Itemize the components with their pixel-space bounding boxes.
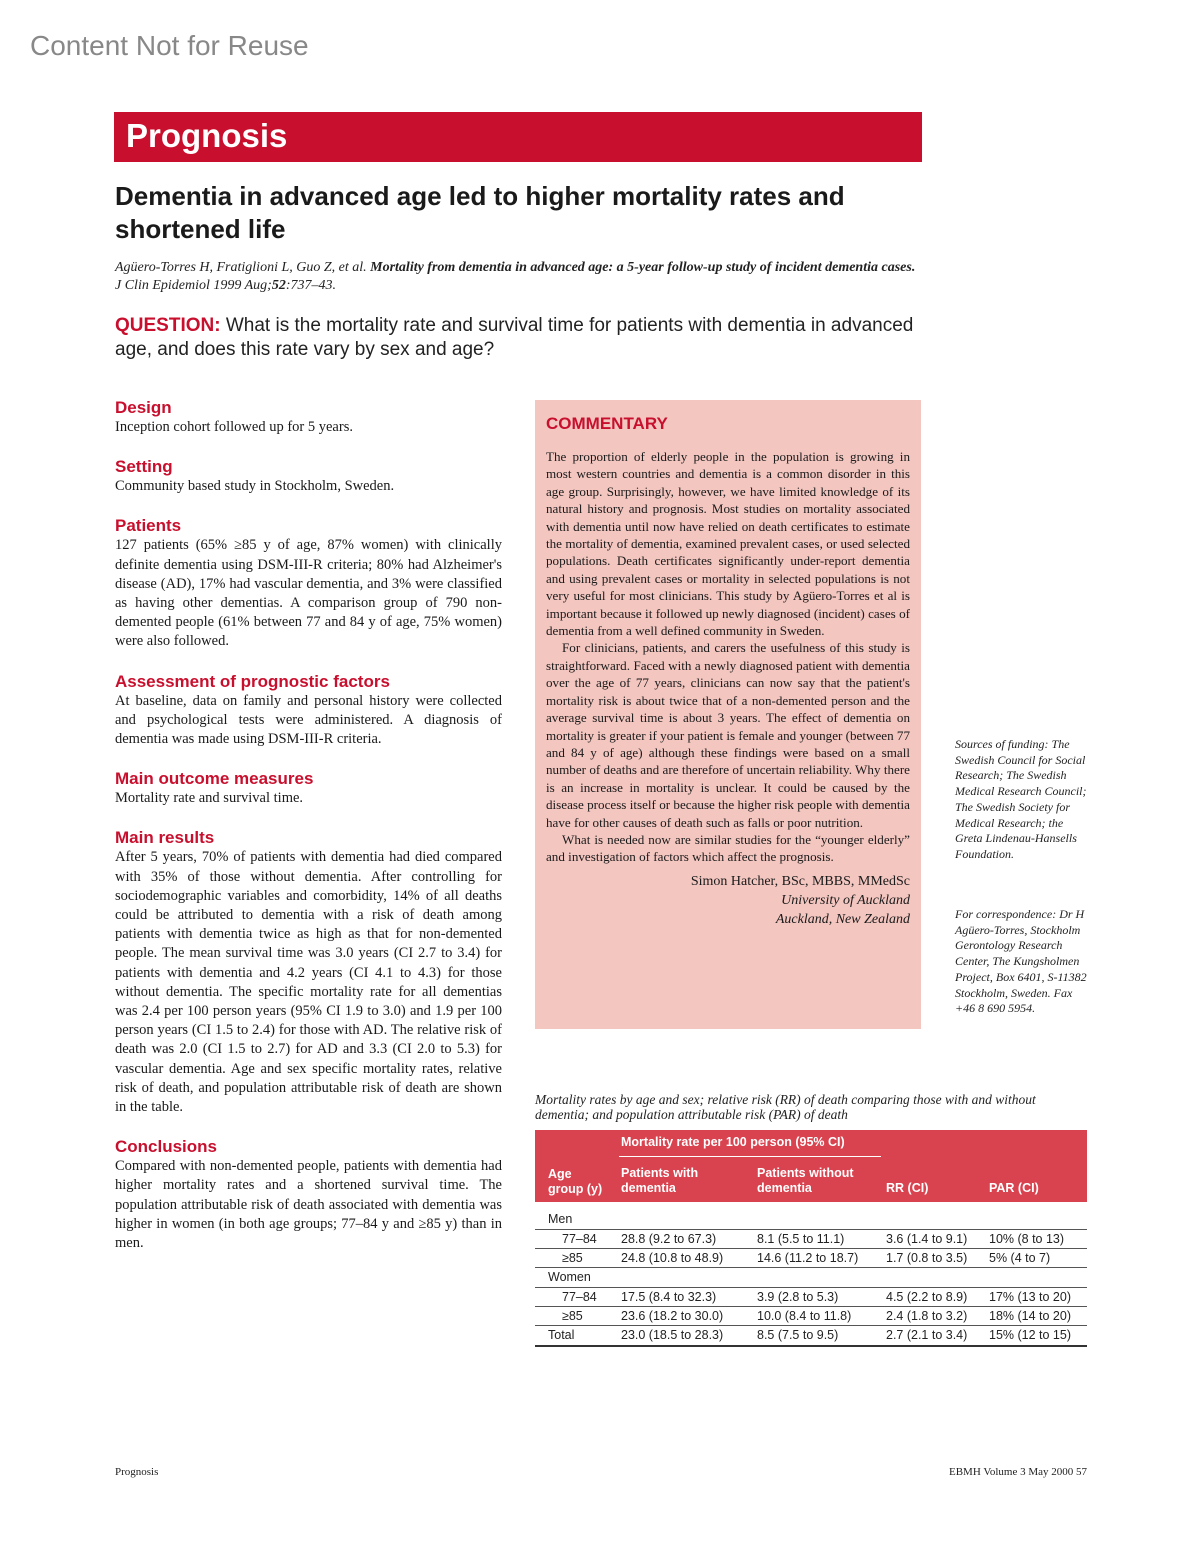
table-caption: Mortality rates by age and sex; relative risk (RR) of death comparing those with and without dementia; and population attributable risk (PAR) of death <box>535 1092 1036 1122</box>
cell-no-dementia: 10.0 (8.4 to 11.8) <box>757 1309 852 1323</box>
footer-section: Prognosis <box>115 1466 159 1478</box>
results-heading: Main results <box>115 828 215 848</box>
funding-note: Sources of funding: The Swedish Council for Social Research; The Swedish Medical Research Council; The Swedish Society for Medical Research; the Greta Lindenau-Hansells Foundation. <box>955 737 1087 861</box>
citation-volume: 52 <box>271 278 286 293</box>
cell-age: ≥85 <box>562 1309 583 1323</box>
cell-par: 17% (13 to 20) <box>989 1290 1071 1304</box>
commentary-paragraph: For clinicians, patients, and carers the usefulness of this study is straightforward. Faced with a newly diagnosed patient with dementia over the age of 77 years, clinicians can now say that the patient's mortality risk is about twice that of a non-demented person and the average survival time is about 3 years. The effect of dementia on mortality is greater if your patient is female and younger (between 77 and 84 y of age) although these findings were based on a small number of deaths and are therefore of uncertain reliability. Why there is an increase in mortality is unclear. It could be caused by the disease process itself or because the higher risk people with dementia have for other causes of death such as falls or poor nutrition. <box>546 640 910 830</box>
patients-text: 127 patients (65% ≥85 y of age, 87% women) with clinically definite dementia using DSM-III-R criteria; 80% had Alzheimer's disease (AD), 17% had vascular dementia, and 3% were classified as having other dementias. A comparison group of 790 non-demented people (61% between 77 and 84 y of age, 75% women) were also followed. <box>115 537 502 650</box>
citation-journal: J Clin Epidemiol 1999 Aug; <box>115 278 272 293</box>
cell-rr: 3.6 (1.4 to 9.1) <box>886 1232 968 1246</box>
banner-title: Prognosis <box>126 117 288 154</box>
commentary-box <box>535 400 921 1029</box>
question-text: What is the mortality rate and survival time for patients with dementia in advanced age, and does this rate vary by sex and age? <box>115 315 914 360</box>
col-no-dementia-header: Patients without <box>757 1166 854 1180</box>
group-label: Women <box>548 1270 591 1284</box>
cell-no-dementia: 8.1 (5.5 to 11.1) <box>757 1232 845 1246</box>
col-age-header: Age <box>548 1167 572 1181</box>
col-dementia-header-2: dementia <box>621 1181 676 1195</box>
cell-age: Total <box>548 1328 575 1342</box>
group-header: Mortality rate per 100 person (95% CI) <box>621 1135 845 1149</box>
cell-no-dementia: 14.6 (11.2 to 18.7) <box>757 1251 859 1265</box>
results-text: After 5 years, 70% of patients with dementia had died compared with 35% of those without dementia. After controlling for sociodemographic variables and comorbidity, 14% of all deaths could be attributed to dementia with a risk of death among patients with dementia twice as high as that for non-demented people. The mean survival time was 3.0 years (CI 2.7 to 3.4) for patients with dementia and 4.2 years (CI 4.1 to 4.3) for those without dementia. The specific mortality rate for all dementias was 2.4 per 100 person years (95% CI 1.9 to 3.0) and 1.9 per 100 person years (CI 1.5 to 2.4) for those with AD. The relative risk of death was 2.0 (CI 1.5 to 2.7) for AD and 3.3 (CI 2.0 to 5.3) for vascular dementia. Age and sex specific mortality rates, relative risk of death, and population attributable risk of death are shown in the table. <box>115 849 502 1116</box>
commentary-affiliation: University of Auckland <box>781 892 910 908</box>
section-banner <box>114 112 922 162</box>
cell-par: 18% (14 to 20) <box>989 1309 1071 1323</box>
table-group-women <box>535 1268 1087 1288</box>
group-header-rule <box>619 1156 881 1157</box>
cell-dementia: 17.5 (8.4 to 32.3) <box>621 1290 717 1304</box>
table-bottom-rule <box>535 1345 1087 1347</box>
cell-dementia: 23.6 (18.2 to 30.0) <box>621 1309 724 1323</box>
cell-rr: 4.5 (2.2 to 8.9) <box>886 1290 968 1304</box>
commentary-paragraph: What is needed now are similar studies for the “younger elderly” and investigation of factors which affect the prognosis. <box>546 831 910 865</box>
article-headline: Dementia in advanced age led to higher mortality rates and shortened life <box>115 181 845 244</box>
cell-dementia: 24.8 (10.8 to 48.9) <box>621 1251 724 1265</box>
correspondence-note: For correspondence: Dr H Agüero-Torres, Stockholm Gerontology Research Center, The Kungsholmen Project, Box 6401, S-11382 Stockholm, Sweden. Fax +46 8 690 5954. <box>955 907 1087 1016</box>
commentary-location: Auckland, New Zealand <box>775 911 910 927</box>
commentary-paragraph: The proportion of elderly people in the population is growing in most western countries and dementia is a common disorder in this age group. Surprisingly, however, we have limited knowledge of its natural history and prognosis. Most studies on mortality associated with dementia until now have relied on death certificates to estimate the mortality of dementia, examined prevalent cases, or used selected populations. Death certificates significantly under-report dementia and using prevalent cases or mortality in selected populations is not very useful for most clinicians. This study by Agüero-Torres et al is important because it followed up newly diagnosed (incident) cases of dementia from a well defined community in Sweden. <box>546 449 910 639</box>
col-par-header: PAR (CI) <box>989 1181 1039 1195</box>
question <box>115 314 925 362</box>
watermark: Content Not for Reuse <box>30 30 309 61</box>
citation-authors: Agüero-Torres H, Fratiglioni L, Guo Z, et al. <box>115 260 367 275</box>
cell-dementia: 23.0 (18.5 to 28.3) <box>621 1328 724 1342</box>
commentary-author-block <box>546 872 910 929</box>
assessment-text: At baseline, data on family and personal history were collected and psychological tests were administered. A diagnosis of dementia was made using DSM-III-R criteria. <box>115 692 502 748</box>
table-header <box>535 1130 1087 1202</box>
table-row <box>535 1249 1087 1268</box>
cell-dementia: 28.8 (9.2 to 67.3) <box>621 1232 717 1246</box>
cell-rr: 2.7 (2.1 to 3.4) <box>886 1328 968 1342</box>
setting-text: Community based study in Stockholm, Sweden. <box>115 478 395 495</box>
cell-age: 77–84 <box>562 1232 597 1246</box>
table-row-total <box>535 1326 1087 1345</box>
col-age-header-2: group (y) <box>548 1182 603 1196</box>
commentary-heading: COMMENTARY <box>546 414 668 433</box>
mortality-table <box>535 1130 1087 1347</box>
cell-rr: 1.7 (0.8 to 3.5) <box>886 1251 968 1265</box>
commentary-author: Simon Hatcher, BSc, MBBS, MMedSc <box>690 873 910 889</box>
cell-par: 5% (4 to 7) <box>989 1251 1051 1265</box>
citation-pages: :737–43. <box>285 278 337 293</box>
question-label: QUESTION: <box>115 315 221 336</box>
conclusions-heading: Conclusions <box>115 1137 218 1157</box>
outcomes-heading: Main outcome measures <box>115 769 314 789</box>
design-heading: Design <box>115 398 172 417</box>
cell-age: ≥85 <box>562 1251 583 1265</box>
cell-par: 10% (8 to 13) <box>989 1232 1065 1246</box>
patients-heading: Patients <box>115 516 182 536</box>
abstract-column <box>115 398 502 1273</box>
cell-no-dementia: 3.9 (2.8 to 5.3) <box>757 1290 839 1304</box>
cell-no-dementia: 8.5 (7.5 to 9.5) <box>757 1328 839 1342</box>
table-row <box>535 1230 1087 1249</box>
outcomes-text: Mortality rate and survival time. <box>115 790 304 807</box>
conclusions-text: Compared with non-demented people, patients with dementia had higher mortality rates and a shortened survival time. The population attributable risk of death associated with dementia was higher in women (in both age groups; 77–84 y and ≥85 y) than in men. <box>115 1158 502 1252</box>
cell-age: 77–84 <box>562 1290 597 1304</box>
setting-heading: Setting <box>115 457 173 477</box>
citation-title: Mortality from dementia in advanced age: a 5-year follow-up study of incident dementia cases. <box>370 260 916 275</box>
assessment-heading: Assessment of prognostic factors <box>115 671 390 691</box>
footer-page-info: EBMH Volume 3 May 2000 57 <box>948 1466 1087 1478</box>
col-rr-header: RR (CI) <box>886 1181 929 1195</box>
group-label: Men <box>548 1212 573 1226</box>
cell-par: 15% (12 to 15) <box>989 1328 1071 1342</box>
table-group-men <box>535 1210 1087 1230</box>
col-dementia-header: Patients with <box>621 1166 699 1180</box>
cell-rr: 2.4 (1.8 to 3.2) <box>886 1309 968 1323</box>
table-row <box>535 1307 1087 1326</box>
citation <box>115 259 925 295</box>
table-row <box>535 1288 1087 1307</box>
design-text: Inception cohort followed up for 5 years. <box>115 419 353 435</box>
col-no-dementia-header-2: dementia <box>757 1181 812 1195</box>
